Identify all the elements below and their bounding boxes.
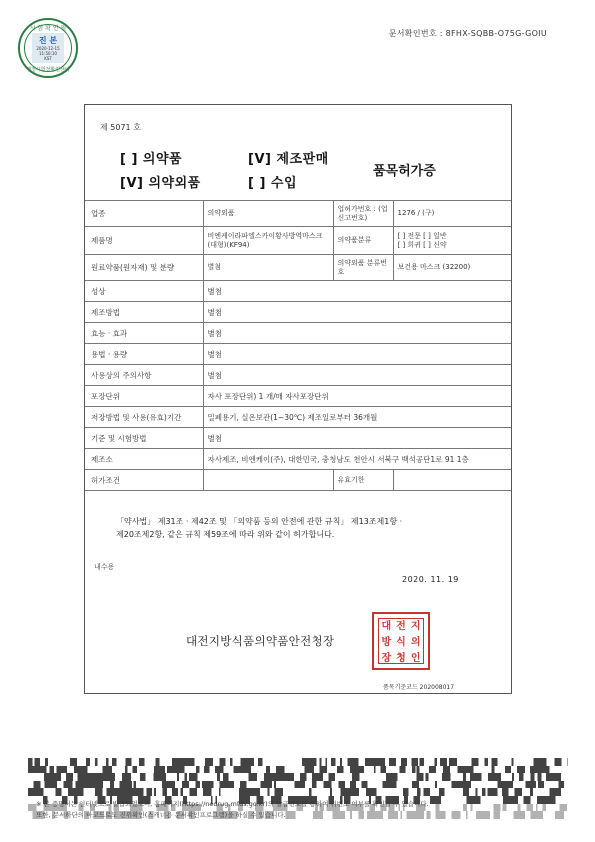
table-row [85,344,511,365]
appearance-label: 성상 [85,281,203,302]
seal-date: 2020-12-15 [36,46,60,51]
type-checkbox-quasi-drug: [V] 의약외품 [120,176,201,191]
business-no-label: 업허가번호 : (업신고번호) [333,201,393,227]
method-value: 별첨 [203,302,511,323]
seal-ring-bottom-text: 행정시험정확인센터 [26,67,70,73]
business-label: 업종 [85,201,203,227]
seal-char: 청 [396,653,406,664]
usage-label: 용법 · 용량 [85,344,203,365]
package-value: 자사 포장단위) 1 개/매 자사포장단위 [203,386,511,407]
table-row [85,449,511,470]
table-row [85,281,511,302]
caution-value: 별첨 [203,365,511,386]
seal-char: 전 [396,621,406,632]
seal-char: 식 [396,637,406,648]
manufacturer-label: 제조소 [85,449,203,470]
efficacy-value: 별첨 [203,323,511,344]
usage-value: 별첨 [203,344,511,365]
seal-char: 대 [381,621,392,632]
seal-char: 인 [410,653,421,664]
table-row [85,302,511,323]
barcode-row [28,766,568,774]
expiry-label: 유효기한 [333,470,393,491]
business-value: 의약외품 [203,201,333,227]
seal-grid [378,618,424,664]
seal-zone: KST [44,56,52,61]
seal-ring-top-text: 시 험 확 인 필 [29,25,67,32]
caution-label: 사용상의 주의사항 [85,365,203,386]
table-row [85,227,511,255]
document-confirm-number: 문서확인번호 : 8FHX-SQBB-O75G-GOIU [388,29,547,38]
table-row [85,201,511,227]
condition-label: 허가조건 [85,470,203,491]
issuing-agency: 대전지방식품의약품안전청장 [186,634,335,648]
efficacy-label: 효능 · 효과 [85,323,203,344]
seal-char: 방 [381,637,392,648]
standard-label: 기준 및 시험방법 [85,428,203,449]
ingredient-value: 별첨 [203,255,333,281]
class-label: 의약품분류 [333,227,393,255]
footnote-line-1: ※ 본 증명서는 인터넷으로 발급되었으며, 홈페이지(https://nedrug.mfds.go.kr)의 발급번호를 통하여 위변조 여부를 확인할 수 있습니다. [36,800,429,808]
ingredient-label: 원료약품(원자재) 및 분량 [85,255,203,281]
class-value-line: [ ] 희귀 [ ] 신약 [397,240,447,249]
table-row [85,365,511,386]
internal-use-label: 내수용 [94,563,115,571]
issue-date: 2020. 11. 19 [402,575,459,584]
table-row [85,386,511,407]
storage-label: 저장방법 및 사용(유효)기간 [85,407,203,428]
type-checkbox-manufacture: [V] 제조판매 [248,152,329,167]
legal-statement [116,515,486,541]
table-row [85,323,511,344]
type-checkbox-drug: [ ] 의약품 [120,152,183,167]
method-label: 제조방법 [85,302,203,323]
class-value-line: [ ] 전문 [ ] 일반 [397,231,447,240]
type-checkbox-import: [ ] 수입 [248,176,298,191]
seal-center-text: 진 본 [38,36,58,45]
barcode-row [28,773,568,781]
product-label: 제품명 [85,227,203,255]
appearance-value: 별첨 [203,281,511,302]
manufacturer-value: 자사제조, 비엔케이(주), 대한민국, 충청남도 천안시 서북구 백석공단1로 91 1층 [203,449,511,470]
seal-time: 11:50:10 [39,51,57,56]
seal-char: 지 [410,621,421,632]
permit-details-table [85,200,511,491]
standard-code: 품목기준코드 202008017 [383,684,455,691]
footnote-line-2: 또한, 문서하단의 바코드로도 진위확인(스캐너용 문서확인프로그램)을 하실 수 있습니다. [36,811,286,819]
table-row [85,470,511,491]
barcode-row [28,758,568,766]
table-row [85,255,511,281]
table-row [85,407,511,428]
quasi-class-value: 보건용 마스크 (32200) [393,255,511,281]
seal-char: 의 [410,637,421,648]
class-value [393,227,511,255]
permit-number: 제 5071 호 [100,123,141,132]
package-label: 포장단위 [85,386,203,407]
verification-seal [18,18,78,78]
statement-line: 제20조제2항, 같은 규칙 제59조에 따라 위와 같이 허가합니다. [116,530,335,539]
product-value: 비엔케이라파엘스카이황사방역마스크(대형)(KF94) [203,227,333,255]
barcode-row [28,788,568,796]
official-red-seal [372,612,430,670]
table-row [85,428,511,449]
standard-value: 별첨 [203,428,511,449]
quasi-class-label: 의약외품 분류번호 [333,255,393,281]
statement-line: 「약사법」 제31조 · 제42조 및 「의약품 등의 안전에 관한 규칙」 제13조제1항 · [116,517,403,526]
seal-center [32,33,64,63]
business-no-value: 1276 / (구) [393,201,511,227]
barcode-row [28,781,568,789]
document-title: 품목허가증 [373,164,436,179]
storage-value: 밀폐용기, 실온보관(1~30℃) 제조일로부터 36개월 [203,407,511,428]
expiry-value [393,470,511,491]
seal-char: 장 [381,653,392,664]
condition-value [203,470,333,491]
